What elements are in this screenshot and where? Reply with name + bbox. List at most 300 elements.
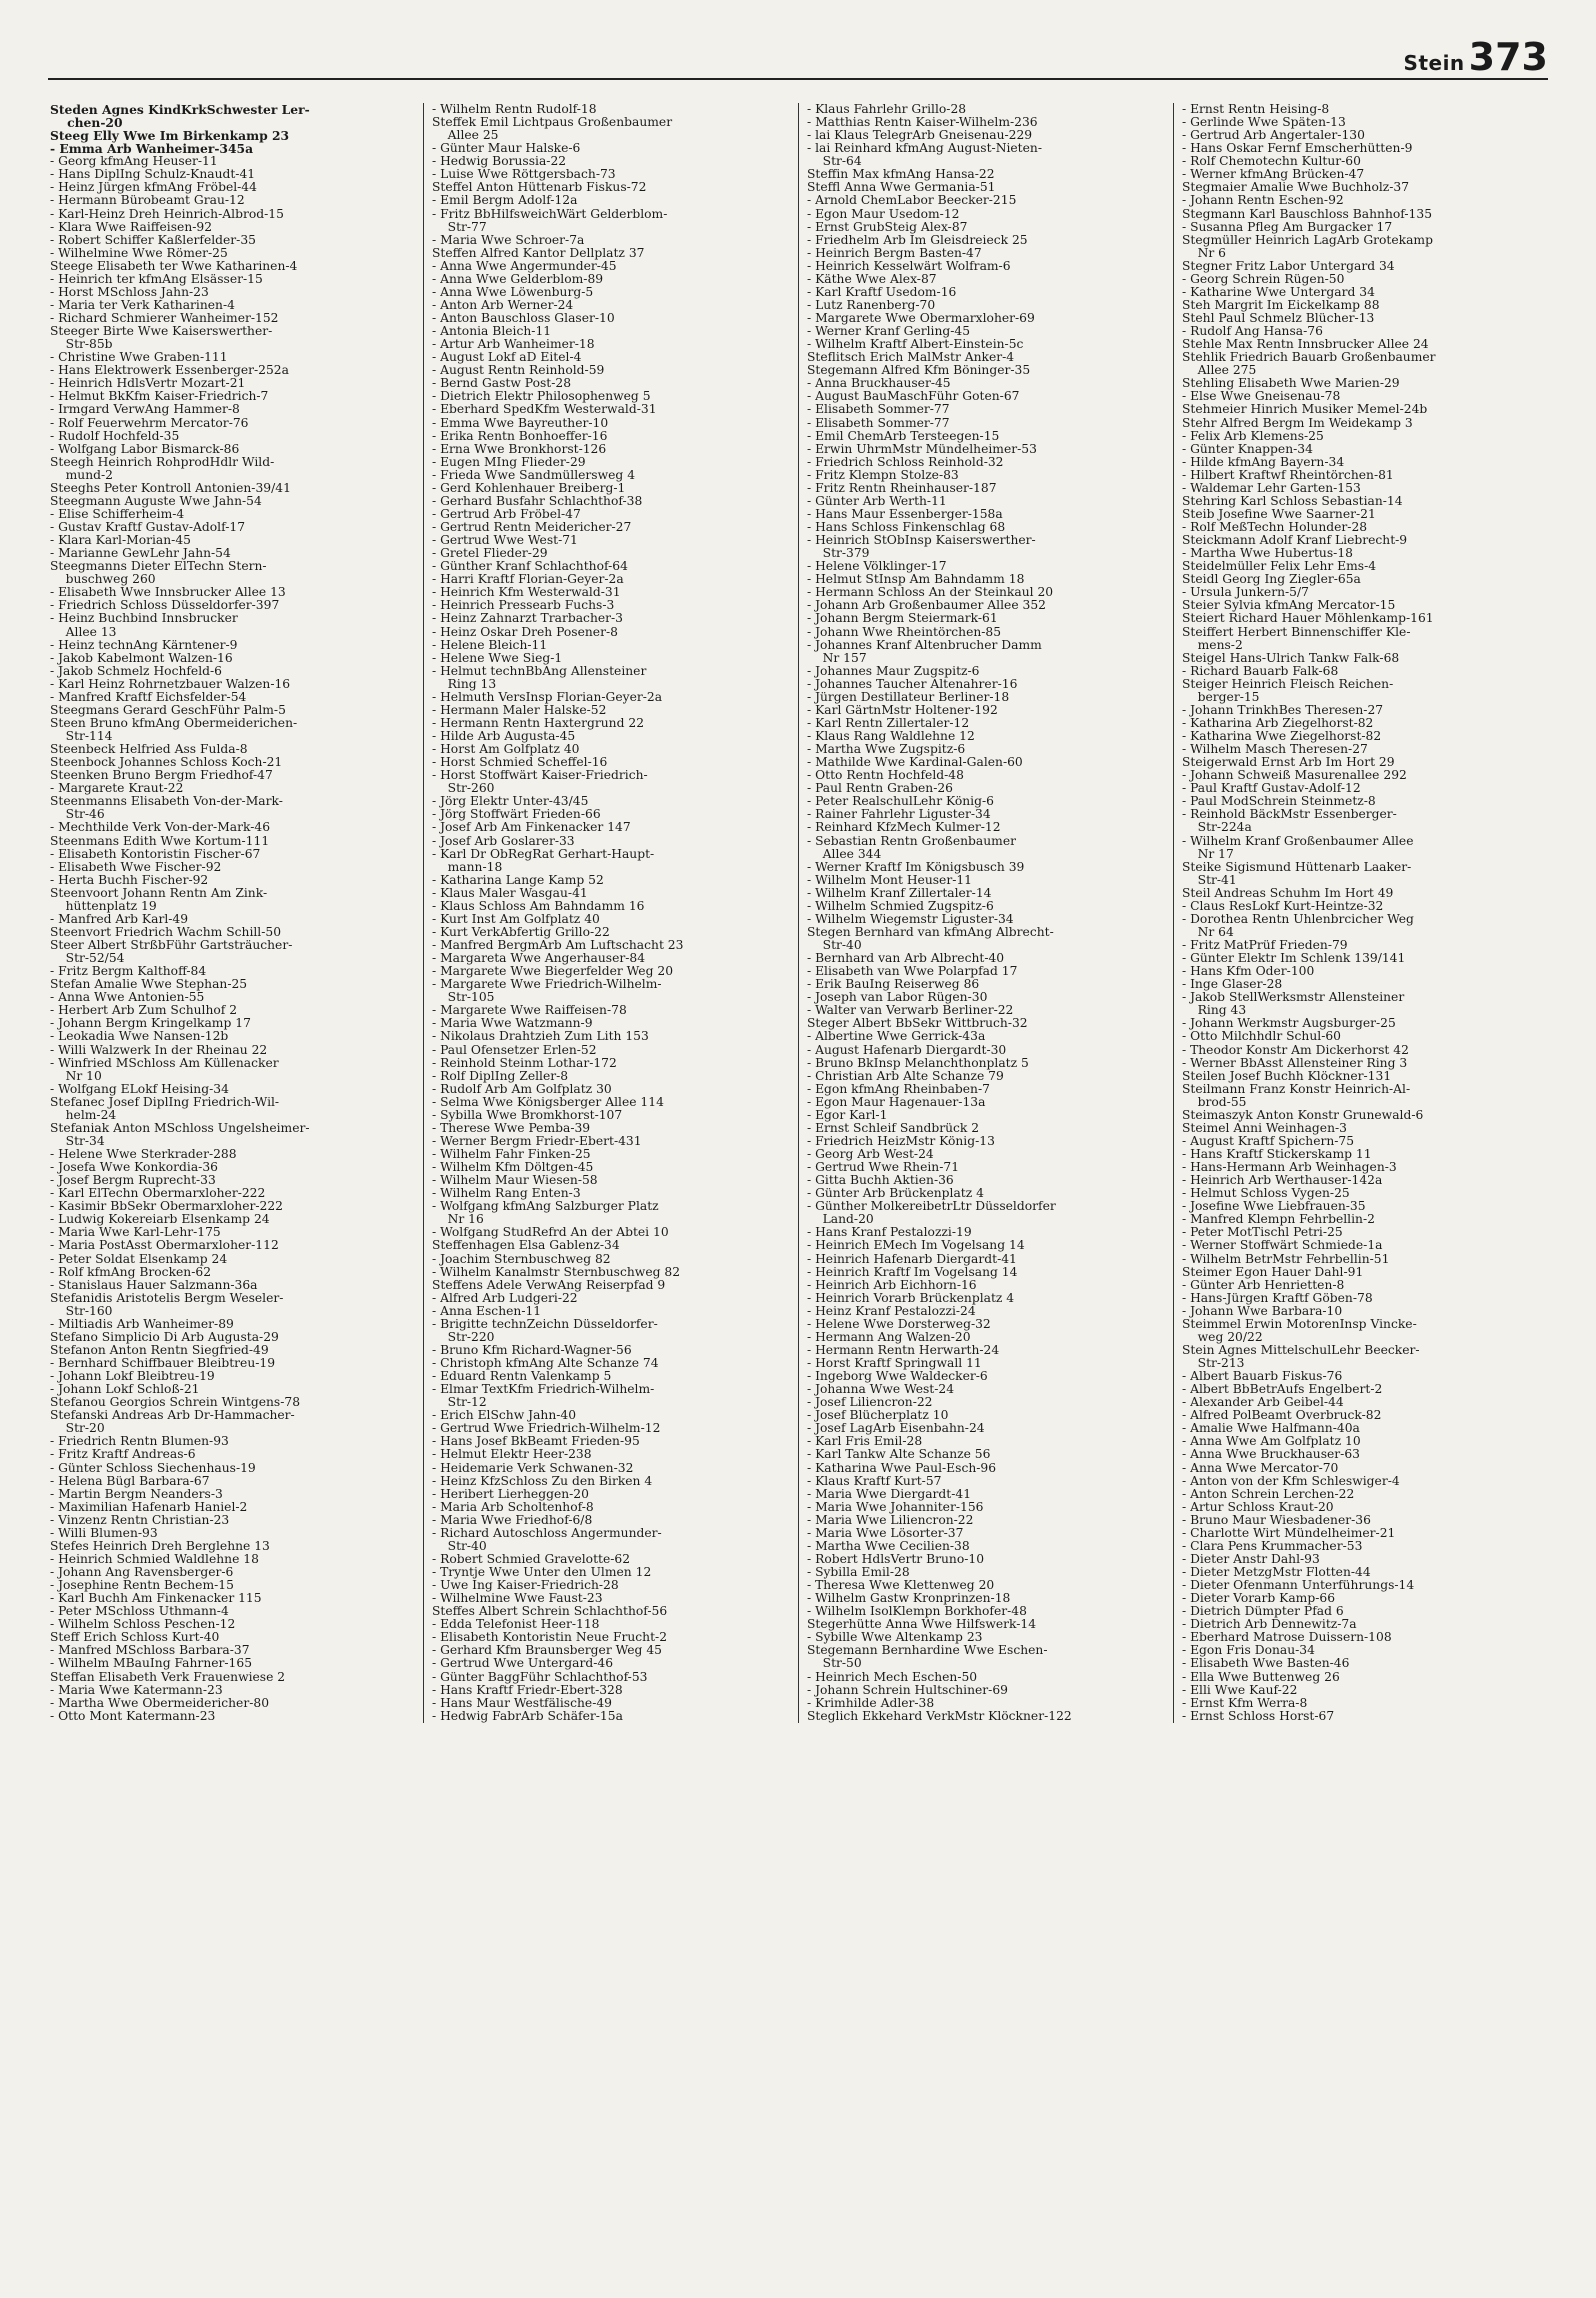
directory-entry: - Ursula Junkern-5/7 xyxy=(1182,585,1309,600)
directory-entry: - Rudolf Hochfeld-35 xyxy=(50,428,180,443)
directory-entry: - Wilhelm Rentn Rudolf-18 xyxy=(432,103,597,116)
directory-entry: - Hermann Rentn Herwarth-24 xyxy=(807,1342,1000,1357)
directory-entry: - Heinrich StObInsp Kaiserswerther- Str-379 xyxy=(807,533,1036,561)
directory-entry: - Winfried MSchloss Am Küllenacker Nr 10 xyxy=(50,1055,279,1083)
directory-entry: - Anton Bauschloss Glaser-10 xyxy=(432,311,615,325)
directory-entry: - Martha Wwe Obermeidericher-80 xyxy=(50,1695,270,1710)
directory-entry: - Martha Wwe Hubertus-18 xyxy=(1182,546,1353,561)
directory-entry: - Stanislaus Hauer Salzmann-36a xyxy=(50,1277,258,1292)
directory-entry: - Heinrich Pressearb Fuchs-3 xyxy=(432,598,615,613)
directory-entry: - Jörg Elektr Unter-43/45 xyxy=(432,794,589,809)
directory-entry: - Karl Fris Emil-28 xyxy=(807,1434,923,1449)
directory-entry: - Margarete Wwe Friedrich-Wilhelm- Str-105 xyxy=(432,977,662,1005)
directory-entry: - Dieter MetzgMstr Flotten-44 xyxy=(1182,1565,1371,1579)
directory-entry: - Claus ResLokf Kurt-Heintze-32 xyxy=(1182,898,1384,913)
directory-entry: - Vinzenz Rentn Christian-23 xyxy=(50,1512,230,1527)
directory-entry: - Maria Arb Scholtenhof-8 xyxy=(432,1499,594,1514)
directory-entry: - Hermann Maler Halske-52 xyxy=(432,702,607,717)
directory-entry: Stehring Karl Schloss Sebastian-14 xyxy=(1182,493,1403,508)
directory-entry: - Johann Lokf Bleibtreu-19 xyxy=(50,1369,215,1384)
directory-entry: - Peter MotTischl Petri-25 xyxy=(1182,1225,1343,1240)
directory-entry: - Reinhard KfzMech Kulmer-12 xyxy=(807,820,1001,835)
directory-entry: - Werner Stoffwärt Schmiede-1a xyxy=(1182,1238,1383,1253)
directory-entry: - lai Reinhard kfmAng August-Nieten- Str-64 xyxy=(807,141,1042,169)
directory-entry: Steigerwald Ernst Arb Im Hort 29 xyxy=(1182,755,1395,770)
directory-entry: - Günter Knappen-34 xyxy=(1182,441,1313,456)
directory-entry: Stefan Amalie Wwe Stephan-25 xyxy=(50,977,248,992)
directory-entry: - Johannes Kranf Altenbrucher Damm Nr 157 xyxy=(807,637,1042,665)
directory-entry: - Josef Arb Am Finkenacker 147 xyxy=(432,820,631,835)
directory-entry: - Eberhard SpedKfm Westerwald-31 xyxy=(432,402,657,417)
running-head xyxy=(1403,35,1548,79)
directory-entry: - Miltiadis Arb Wanheimer-89 xyxy=(50,1316,234,1331)
directory-entry: Stefanski Andreas Arb Dr-Hammacher- Str-20 xyxy=(50,1408,295,1436)
directory-entry: - Wolfgang StudRefrd An der Abtei 10 xyxy=(432,1225,669,1240)
directory-entry: - Heinrich Kraftf Im Vogelsang 14 xyxy=(807,1264,1018,1279)
directory-entry: - Heinrich HdlsVertr Mozart-21 xyxy=(50,376,246,391)
directory-columns xyxy=(48,103,1548,1723)
directory-entry: - Egon Fris Donau-34 xyxy=(1182,1643,1315,1658)
directory-entry: - Dietrich Dümpter Pfad 6 xyxy=(1182,1604,1344,1619)
directory-entry: - Rolf Feuerwehrm Mercator-76 xyxy=(50,415,249,430)
directory-entry: Stehling Elisabeth Wwe Marien-29 xyxy=(1182,376,1400,391)
directory-entry: - Josef LagArb Eisenbahn-24 xyxy=(807,1421,985,1436)
directory-entry: - Anna Wwe Bruckhauser-63 xyxy=(1182,1447,1360,1462)
directory-entry: - Klara Wwe Raiffeisen-92 xyxy=(50,219,213,234)
directory-entry: - Johann Lokf Schloß-21 xyxy=(50,1382,200,1397)
directory-entry: - Robert Schiffer Kaßlerfelder-35 xyxy=(50,232,256,247)
directory-entry: - Leokadia Wwe Nansen-12b xyxy=(50,1029,229,1044)
directory-entry: - Hermann Ang Walzen-20 xyxy=(807,1329,971,1344)
directory-entry: - Helene Völklinger-17 xyxy=(807,559,947,574)
directory-entry: - Heinrich Mech Eschen-50 xyxy=(807,1669,978,1684)
directory-entry: - Werner Kranf Gerling-45 xyxy=(807,324,971,339)
directory-entry: - Bruno Kfm Richard-Wagner-56 xyxy=(432,1342,632,1357)
directory-entry: - Sybilla Wwe Bromkhorst-107 xyxy=(432,1107,623,1122)
directory-entry: Stefano Simplicio Di Arb Augusta-29 xyxy=(50,1329,279,1344)
directory-entry: - Gertrud Wwe Untergard-46 xyxy=(432,1656,614,1671)
directory-entry: - Margarete Wwe Obermarxloher-69 xyxy=(807,311,1035,325)
directory-entry: - Maria PostAsst Obermarxloher-112 xyxy=(50,1238,279,1253)
directory-entry: - Karl Rentn Zillertaler-12 xyxy=(807,715,970,730)
directory-entry: - Gertrud Arb Fröbel-47 xyxy=(432,506,581,521)
directory-entry: - Anna Wwe Gelderblom-89 xyxy=(432,271,604,286)
directory-entry: - Heinrich Arb Werthauser-142a xyxy=(1182,1173,1383,1188)
directory-entry: - Georg Schrein Rügen-50 xyxy=(1182,271,1345,286)
directory-entry: - Joseph van Labor Rügen-30 xyxy=(807,990,988,1005)
directory-entry: - Else Wwe Gneisenau-78 xyxy=(1182,389,1341,404)
directory-entry: - Helene Wwe Dorsterweg-32 xyxy=(807,1316,991,1331)
directory-entry: - Bernd Gastw Post-28 xyxy=(432,376,572,391)
directory-entry: - Martin Bergm Neanders-3 xyxy=(50,1486,223,1501)
running-head-word: Stein xyxy=(1403,51,1465,75)
directory-entry: - Heinz technAng Kärntener-9 xyxy=(50,637,238,652)
directory-entry: Stefanon Anton Rentn Siegfried-49 xyxy=(50,1342,269,1357)
directory-entry: - Friedrich Schloss Düsseldorfer-397 xyxy=(50,598,280,613)
directory-entry: - Johann Werkmstr Augsburger-25 xyxy=(1182,1016,1396,1031)
directory-entry: - Luise Wwe Röttgersbach-73 xyxy=(432,167,616,182)
directory-entry: - Günter Arb Henrietten-8 xyxy=(1182,1277,1345,1292)
directory-entry: - Fritz MatPrüf Frieden-79 xyxy=(1182,938,1348,952)
directory-entry: - Wilhelm Kranf Zillertaler-14 xyxy=(807,885,992,900)
directory-entry: - Wilhelm Kraftf Albert-Einstein-5c xyxy=(807,337,1024,352)
directory-entry: - Klaus Schloss Am Bahndamm 16 xyxy=(432,898,645,913)
directory-entry: - Johann Schweiß Masurenallee 292 xyxy=(1182,768,1407,783)
directory-entry: Steilmann Franz Konstr Heinrich-Al- brod-55 xyxy=(1182,1081,1411,1109)
directory-entry: - Rudolf Arb Am Golfplatz 30 xyxy=(432,1081,612,1096)
directory-entry: Steflitsch Erich MalMstr Anker-4 xyxy=(807,350,1015,365)
directory-column-1 xyxy=(48,103,423,1723)
directory-entry: Steffl Anna Wwe Germania-51 xyxy=(807,180,996,195)
directory-entry: Steiffert Herbert Binnenschiffer Kle- mens-2 xyxy=(1182,624,1411,652)
directory-entry: - Günter Arb Werth-11 xyxy=(807,493,947,508)
directory-entry: Stefanidis Aristotelis Bergm Weseler- Str-160 xyxy=(50,1290,284,1318)
directory-entry: - Peter Soldat Elsenkamp 24 xyxy=(50,1251,228,1266)
directory-entry: - Katharina Arb Ziegelhorst-82 xyxy=(1182,715,1374,730)
directory-entry: Steen Bruno kfmAng Obermeiderichen- Str-114 xyxy=(50,715,298,743)
directory-entry: - Heinrich EMech Im Vogelsang 14 xyxy=(807,1238,1025,1253)
directory-entry: - Helmut technBbAng Allensteiner Ring 13 xyxy=(432,663,647,691)
directory-entry: Steenvort Friedrich Wachm Schill-50 xyxy=(50,924,282,939)
directory-entry: - Erika Rentn Bonhoeffer-16 xyxy=(432,428,608,443)
directory-entry: - Josefa Wwe Konkordia-36 xyxy=(50,1160,218,1175)
directory-entry: - Erna Wwe Bronkhorst-126 xyxy=(432,441,607,456)
directory-entry: - Rolf Chemotechn Kultur-60 xyxy=(1182,154,1361,169)
directory-entry: - Albert Bauarb Fiskus-76 xyxy=(1182,1369,1343,1384)
directory-entry: - Horst MSchloss Jahn-23 xyxy=(50,284,209,299)
directory-entry: - Hilbert Kraftwf Rheintörchen-81 xyxy=(1182,467,1394,482)
directory-entry: - Ernst Schloss Horst-67 xyxy=(1182,1708,1335,1723)
directory-entry: - Werner Bergm Friedr-Ebert-431 xyxy=(432,1133,642,1148)
directory-entry: - Hans Elektrowerk Essenberger-252a xyxy=(50,363,289,378)
directory-entry: - Martha Wwe Cecilien-38 xyxy=(807,1538,970,1553)
directory-entry: - Wilhelm Schmied Zugspitz-6 xyxy=(807,898,994,913)
directory-entry: - Werner kfmAng Brücken-47 xyxy=(1182,167,1365,182)
directory-entry: - Fritz Rentn Rheinhauser-187 xyxy=(807,480,997,495)
directory-entry: Stegner Fritz Labor Untergard 34 xyxy=(1182,258,1395,273)
directory-entry: - Anton Schrein Lerchen-22 xyxy=(1182,1486,1355,1501)
directory-entry: - Paul ModSchrein Steinmetz-8 xyxy=(1182,794,1376,809)
directory-entry: - Elli Wwe Kauf-22 xyxy=(1182,1682,1298,1697)
directory-entry: - Margarete Wwe Raiffeisen-78 xyxy=(432,1003,627,1018)
directory-entry: - Hans DiplIng Schulz-Knaudt-41 xyxy=(50,167,256,182)
directory-entry: - August Rentn Reinhold-59 xyxy=(432,363,605,378)
directory-entry: - Hermann Schloss An der Steinkaul 20 xyxy=(807,585,1054,600)
directory-entry: - Theresa Wwe Klettenweg 20 xyxy=(807,1578,995,1593)
directory-entry: - Anna Bruckhauser-45 xyxy=(807,376,951,391)
directory-entry: - Gerd Kohlenhauer Breiberg-1 xyxy=(432,480,626,495)
directory-entry: - Anna Wwe Löwenburg-5 xyxy=(432,284,594,299)
directory-entry: - Richard Autoschloss Angermunder- Str-40 xyxy=(432,1525,662,1553)
directory-entry: Steiert Richard Hauer Möhlenkamp-161 xyxy=(1182,611,1434,626)
directory-entry: - Hermann Rentn Haxtergrund 22 xyxy=(432,715,645,730)
directory-entry: - Christian Arb Alte Schanze 79 xyxy=(807,1068,1004,1083)
directory-entry: Steffen Alfred Kantor Dellplatz 37 xyxy=(432,245,645,260)
directory-entry: - Hans Kfm Oder-100 xyxy=(1182,964,1315,979)
directory-entry: Steike Sigismund Hüttenarb Laaker- Str-41 xyxy=(1182,859,1412,887)
directory-entry: - Karl ElTechn Obermarxloher-222 xyxy=(50,1186,266,1201)
directory-entry: - lai Klaus TelegrArb Gneisenau-229 xyxy=(807,128,1033,143)
directory-entry: - Lutz Ranenberg-70 xyxy=(807,297,936,312)
directory-entry: - Gertrud Arb Angertaler-130 xyxy=(1182,128,1365,143)
directory-entry: - Dorothea Rentn Uhlenbrcicher Weg Nr 64 xyxy=(1182,911,1414,939)
directory-entry: - Heinz Jürgen kfmAng Fröbel-44 xyxy=(50,180,257,195)
directory-entry: - Arnold ChemLabor Beecker-215 xyxy=(807,193,1017,208)
directory-entry: Steidelmüller Felix Lehr Ems-4 xyxy=(1182,559,1377,574)
directory-entry: - Heinrich Kesselwärt Wolfram-6 xyxy=(807,258,1011,273)
directory-entry: - Helene Wwe Sieg-1 xyxy=(432,650,563,665)
directory-entry: - Hans Kranf Pestalozzi-19 xyxy=(807,1225,972,1240)
directory-entry: - Kurt Inst Am Golfplatz 40 xyxy=(432,911,600,926)
directory-entry: Steh Margrit Im Eickelkamp 88 xyxy=(1182,297,1380,312)
directory-entry: - Elise Schifferheim-4 xyxy=(50,506,185,521)
directory-entry: - Helmut BkKfm Kaiser-Friedrich-7 xyxy=(50,389,269,404)
directory-entry: - Karl Buchh Am Finkenacker 115 xyxy=(50,1591,262,1606)
directory-entry: - Anna Wwe Antonien-55 xyxy=(50,990,205,1005)
directory-entry: - Wilhelm Kranf Großenbaumer Allee Nr 17 xyxy=(1182,833,1414,861)
directory-entry: - Dietrich Arb Dennewitz-7a xyxy=(1182,1617,1357,1632)
directory-entry: - Marianne GewLehr Jahn-54 xyxy=(50,546,231,561)
directory-entry: - Elisabeth van Wwe Polarpfad 17 xyxy=(807,964,1018,979)
directory-entry: - Robert HdlsVertr Bruno-10 xyxy=(807,1551,985,1566)
directory-entry: - Jakob Kabelmont Walzen-16 xyxy=(50,650,233,665)
directory-entry: - Maria Wwe Friedhof-6/8 xyxy=(432,1512,593,1527)
directory-entry: Steimmel Erwin MotorenInsp Vincke- weg 20/22 xyxy=(1182,1316,1417,1344)
directory-entry: - Wilhelm Maur Wiesen-58 xyxy=(432,1173,598,1188)
directory-entry: - Dieter Vorarb Kamp-66 xyxy=(1182,1591,1336,1606)
directory-entry: - Hans Oskar Fernf Emscherhütten-9 xyxy=(1182,141,1413,156)
directory-entry: - Anton Arb Werner-24 xyxy=(432,297,574,312)
directory-entry: - Erik BauIng Reiserweg 86 xyxy=(807,977,980,992)
directory-entry: - Friedrich HeizMstr König-13 xyxy=(807,1133,995,1148)
directory-entry: - Manfred Arb Karl-49 xyxy=(50,911,189,926)
directory-entry: - Wilhelm Rang Enten-3 xyxy=(432,1186,581,1201)
directory-entry: - August Kraftf Spichern-75 xyxy=(1182,1133,1355,1148)
directory-entry: - Waldemar Lehr Garten-153 xyxy=(1182,480,1361,495)
directory-entry: - Wilhelm Mont Heuser-11 xyxy=(807,872,973,887)
directory-entry: - Georg Arb West-24 xyxy=(807,1147,934,1161)
directory-entry: Steden Agnes KindKrkSchwester Ler- chen-20 xyxy=(50,103,310,131)
directory-entry: - Josef Liliencron-22 xyxy=(807,1395,933,1410)
directory-entry: - Maria Wwe Johanniter-156 xyxy=(807,1499,984,1514)
directory-entry: - Maria Wwe Schroer-7a xyxy=(432,232,585,247)
directory-entry: - Wolfgang kfmAng Salzburger Platz Nr 16 xyxy=(432,1199,659,1227)
directory-entry: - Klara Karl-Morian-45 xyxy=(50,533,191,548)
directory-entry: Steimaszyk Anton Konstr Grunewald-6 xyxy=(1182,1107,1424,1122)
directory-entry: - Karl Heinz Rohrnetzbauer Walzen-16 xyxy=(50,676,291,691)
directory-entry: - Frieda Wwe Sandmüllersweg 4 xyxy=(432,467,636,482)
directory-entry: - Wilhelm Fahr Finken-25 xyxy=(432,1147,591,1161)
directory-entry: - Sybilla Emil-28 xyxy=(807,1565,910,1579)
directory-entry: - Maximilian Hafenarb Haniel-2 xyxy=(50,1499,248,1514)
directory-entry: Stegmaier Amalie Wwe Buchholz-37 xyxy=(1182,180,1410,195)
directory-entry: - Maria Wwe Karl-Lehr-175 xyxy=(50,1225,221,1240)
directory-entry: - Gertrud Rentn Meidericher-27 xyxy=(432,520,632,534)
directory-entry: - Ludwig Kokereiarb Elsenkamp 24 xyxy=(50,1212,270,1227)
directory-entry: - Wolfgang ELokf Heising-34 xyxy=(50,1081,229,1096)
directory-entry: - Jakob Schmelz Hochfeld-6 xyxy=(50,663,222,678)
directory-entry: - Gerlinde Wwe Späten-13 xyxy=(1182,115,1346,130)
directory-entry: - Hilde Arb Augusta-45 xyxy=(432,729,576,743)
directory-entry: - Günther MolkereibetrLtr Düsseldorfer Land-20 xyxy=(807,1199,1056,1227)
directory-entry: Steenmanns Elisabeth Von-der-Mark- Str-46 xyxy=(50,794,283,822)
directory-entry: Steigel Hans-Ulrich Tankw Falk-68 xyxy=(1182,650,1400,665)
directory-entry: - Johann Schrein Hultschiner-69 xyxy=(807,1682,1008,1697)
directory-entry: - Manfred Klempn Fehrbellin-2 xyxy=(1182,1212,1375,1227)
directory-entry: - Wilhelm BetrMstr Fehrbellin-51 xyxy=(1182,1251,1390,1266)
directory-entry: - Walter van Verwarb Berliner-22 xyxy=(807,1003,1014,1018)
directory-entry: - Ingeborg Wwe Waldecker-6 xyxy=(807,1369,988,1384)
directory-entry: - Josefine Wwe Liebfrauen-35 xyxy=(1182,1199,1366,1214)
directory-entry: - Felix Arb Klemens-25 xyxy=(1182,428,1324,443)
directory-entry: - Wolfgang Labor Bismarck-86 xyxy=(50,441,240,456)
directory-entry: Steenvoort Johann Rentn Am Zink- hüttenplatz 19 xyxy=(50,885,268,913)
directory-entry: - Matthias Rentn Kaiser-Wilhelm-236 xyxy=(807,115,1038,130)
directory-entry: - Karl-Heinz Dreh Heinrich-Albrod-15 xyxy=(50,206,284,221)
directory-entry: - Robert Schmied Gravelotte-62 xyxy=(432,1551,631,1566)
directory-entry: - Helmut StInsp Am Bahndamm 18 xyxy=(807,572,1025,587)
directory-entry: - Emma Wwe Bayreuther-10 xyxy=(432,415,609,430)
directory-entry: - Günter Schloss Siechenhaus-19 xyxy=(50,1460,256,1475)
directory-entry: - Edda Telefonist Heer-118 xyxy=(432,1617,600,1632)
directory-entry: - Heinrich ter kfmAng Elsässer-15 xyxy=(50,271,263,286)
directory-entry: - Krimhilde Adler-38 xyxy=(807,1695,935,1710)
directory-entry: - Kurt VerkAbfertig Grillo-22 xyxy=(432,924,610,939)
directory-entry: - Bernhard van Arb Albrecht-40 xyxy=(807,951,1005,966)
directory-entry: - Wilhelm Kfm Döltgen-45 xyxy=(432,1160,594,1175)
directory-entry: - Wilhelm Wiegemstr Liguster-34 xyxy=(807,911,1014,926)
directory-entry: Stefanec Josef DiplIng Friedrich-Wil- helm-24 xyxy=(50,1094,280,1122)
directory-entry: - Anna Wwe Angermunder-45 xyxy=(432,258,617,273)
directory-entry: - Rainer Fahrlehr Liguster-34 xyxy=(807,807,991,822)
directory-entry: - Tryntje Wwe Unter den Ulmen 12 xyxy=(432,1565,652,1579)
directory-entry: - Eberhard Matrose Duissern-108 xyxy=(1182,1630,1392,1645)
directory-entry: - Johanna Wwe West-24 xyxy=(807,1382,955,1397)
directory-entry: - Katharina Wwe Ziegelhorst-82 xyxy=(1182,729,1382,743)
directory-entry: - Fritz Klempn Stolze-83 xyxy=(807,467,959,482)
directory-entry: - Selma Wwe Königsberger Allee 114 xyxy=(432,1094,664,1109)
directory-entry: Steil Andreas Schuhm Im Hort 49 xyxy=(1182,885,1394,900)
directory-entry: - Helmut Elektr Heer-238 xyxy=(432,1447,592,1462)
directory-entry: - Georg kfmAng Heuser-11 xyxy=(50,154,218,169)
directory-entry: - Dieter Anstr Dahl-93 xyxy=(1182,1551,1320,1566)
directory-entry: - Wilhelm Kanalmstr Sternbuschweg 82 xyxy=(432,1264,681,1279)
directory-entry: Steenbeck Helfried Ass Fulda-8 xyxy=(50,742,248,757)
directory-entry: - Günter BaggFühr Schlachthof-53 xyxy=(432,1669,648,1684)
directory-entry: - Karl Kraftf Usedom-16 xyxy=(807,284,957,299)
directory-entry: - Günter Elektr Im Schlenk 139/141 xyxy=(1182,951,1406,966)
directory-entry: Stegen Bernhard van kfmAng Albrecht- Str-40 xyxy=(807,924,1054,952)
directory-entry: - Egor Karl-1 xyxy=(807,1107,888,1122)
directory-entry: - Brigitte technZeichn Düsseldorfer- Str-220 xyxy=(432,1316,658,1344)
directory-entry: - Mechthilde Verk Von-der-Mark-46 xyxy=(50,820,271,835)
directory-entry: - Ernst GrubSteig Alex-87 xyxy=(807,219,968,234)
directory-entry: - Wilhelm Schloss Peschen-12 xyxy=(50,1617,236,1632)
directory-entry: Stegemann Bernhardine Wwe Eschen- Str-50 xyxy=(807,1643,1048,1671)
directory-entry: Steglich Ekkehard VerkMstr Klöckner-122 xyxy=(807,1708,1072,1723)
directory-entry: - Fritz Kraftf Andreas-6 xyxy=(50,1447,196,1462)
directory-entry: - Manfred BergmArb Am Luftschacht 23 xyxy=(432,938,684,952)
directory-entry: Stefanou Georgios Schrein Wintgens-78 xyxy=(50,1395,301,1410)
directory-entry: - Herta Buchh Fischer-92 xyxy=(50,872,209,887)
directory-entry: - Theodor Konstr Am Dickerhorst 42 xyxy=(1182,1042,1409,1057)
directory-entry: Stegerhütte Anna Wwe Hilfswerk-14 xyxy=(807,1617,1037,1632)
directory-entry: - Paul Ofensetzer Erlen-52 xyxy=(432,1042,597,1057)
directory-entry: - Richard Schmierer Wanheimer-152 xyxy=(50,311,279,325)
directory-entry: - Katharina Wwe Paul-Esch-96 xyxy=(807,1460,997,1475)
directory-entry: - Johann Ang Ravensberger-6 xyxy=(50,1565,234,1579)
directory-entry: - Maria ter Verk Katharinen-4 xyxy=(50,297,235,312)
directory-entry: - Horst Stoffwärt Kaiser-Friedrich- Str-260 xyxy=(432,768,648,796)
directory-entry: Stehl Paul Schmelz Blücher-13 xyxy=(1182,311,1375,325)
directory-entry: Steiger Heinrich Fleisch Reichen- berger-15 xyxy=(1182,676,1394,704)
directory-entry: - Helmut Schloss Vygen-25 xyxy=(1182,1186,1350,1201)
directory-entry: - Anna Wwe Mercator-70 xyxy=(1182,1460,1339,1475)
directory-entry: Stein Agnes MittelschulLehr Beecker- Str-213 xyxy=(1182,1342,1420,1370)
directory-entry: - Johann Rentn Eschen-92 xyxy=(1182,193,1344,208)
directory-entry: Steegmans Gerard GeschFühr Palm-5 xyxy=(50,702,286,717)
directory-entry: - Peter MSchloss Uthmann-4 xyxy=(50,1604,229,1619)
directory-entry: - Eduard Rentn Valenkamp 5 xyxy=(432,1369,612,1384)
directory-entry: Stehmeier Hinrich Musiker Memel-24b xyxy=(1182,402,1428,417)
directory-entry: - Elisabeth Kontoristin Fischer-67 xyxy=(50,846,261,861)
directory-entry: - Mathilde Wwe Kardinal-Galen-60 xyxy=(807,755,1023,770)
page-number: 373 xyxy=(1468,35,1548,79)
directory-entry: - Hermann Bürobeamt Grau-12 xyxy=(50,193,245,208)
directory-entry: - Elisabeth Sommer-77 xyxy=(807,415,950,430)
directory-entry: - Hans-Hermann Arb Weinhagen-3 xyxy=(1182,1160,1397,1175)
directory-entry: Steenbock Johannes Schloss Koch-21 xyxy=(50,755,283,770)
directory-entry: - Heinrich Schmied Waldlehne 18 xyxy=(50,1551,259,1566)
directory-entry: - Anna Wwe Am Golfplatz 10 xyxy=(1182,1434,1361,1449)
directory-entry: - Inge Glaser-28 xyxy=(1182,977,1283,992)
directory-entry: - Josef Bergm Ruprecht-33 xyxy=(50,1173,216,1188)
directory-entry: - Heinz KfzSchloss Zu den Birken 4 xyxy=(432,1473,653,1488)
directory-entry: Stehr Alfred Bergm Im Weidekamp 3 xyxy=(1182,415,1413,430)
directory-entry: - Johann Arb Großenbaumer Allee 352 xyxy=(807,598,1046,613)
directory-entry: - Reinhold BäckMstr Essenberger- Str-224a xyxy=(1182,807,1397,835)
directory-entry: - Werner BbAsst Allensteiner Ring 3 xyxy=(1182,1055,1408,1070)
directory-entry: - Rolf DiplIng Zeller-8 xyxy=(432,1068,569,1083)
directory-entry: - Anna Eschen-11 xyxy=(432,1303,542,1318)
directory-entry: - Sybille Wwe Altenkamp 23 xyxy=(807,1630,983,1645)
directory-entry: - Hedwig FabrArb Schäfer-15a xyxy=(432,1708,623,1723)
directory-entry: - Johann Wwe Barbara-10 xyxy=(1182,1303,1343,1318)
directory-entry: - Emma Arb Wanheimer-345a xyxy=(50,141,254,157)
directory-entry: - Josef Arb Goslarer-33 xyxy=(432,833,575,848)
directory-entry: - Irmgard VerwAng Hammer-8 xyxy=(50,402,240,417)
directory-entry: Steier Sylvia kfmAng Mercator-15 xyxy=(1182,598,1396,613)
directory-entry: - Gertrud Wwe West-71 xyxy=(432,533,578,548)
directory-entry: - Egon kfmAng Rheinbaben-7 xyxy=(807,1081,990,1096)
directory-entry: - Hilde kfmAng Bayern-34 xyxy=(1182,454,1345,469)
directory-entry: - Clara Pens Krummacher-53 xyxy=(1182,1538,1363,1553)
directory-entry: - Margarete Wwe Biegerfelder Weg 20 xyxy=(432,964,674,979)
directory-entry: - Friedhelm Arb Im Gleisdreieck 25 xyxy=(807,232,1028,247)
directory-entry: - Albertine Wwe Gerrick-43a xyxy=(807,1029,986,1044)
directory-entry: - Klaus Fahrlehr Grillo-28 xyxy=(807,103,967,116)
directory-entry: Steffes Albert Schrein Schlachthof-56 xyxy=(432,1604,668,1619)
directory-entry: - Gerhard Kfm Braunsberger Weg 45 xyxy=(432,1643,662,1658)
directory-entry: - Reinhold Steinm Lothar-172 xyxy=(432,1055,617,1070)
directory-entry: - Emil Bergm Adolf-12a xyxy=(432,193,578,208)
directory-entry: - Helene Wwe Sterkrader-288 xyxy=(50,1147,237,1161)
directory-entry: Steer Albert StrßbFühr Gartsträucher- Str-52/54 xyxy=(50,938,293,966)
directory-entry: - Bruno Maur Wiesbadener-36 xyxy=(1182,1512,1371,1527)
directory-entry: - Heinz Buchbind Innsbrucker Allee 13 xyxy=(50,611,238,639)
directory-entry: Stefaniak Anton MSchloss Ungelsheimer- Str-34 xyxy=(50,1120,310,1148)
directory-entry: - Wilhelm MBauIng Fahrner-165 xyxy=(50,1656,253,1671)
